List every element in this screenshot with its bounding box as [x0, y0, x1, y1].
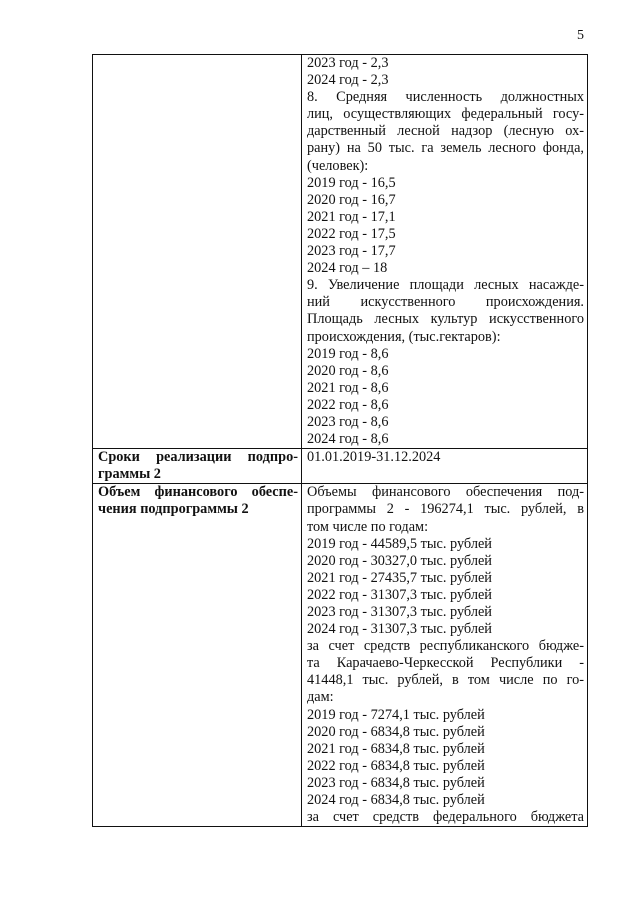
- text-line: 2020 год - 30327,0 тыс. рублей: [307, 552, 492, 569]
- text-line: 2023 год - 6834,8 тыс. рублей: [307, 774, 485, 791]
- text-line: за счет средств федерального бюджета: [307, 809, 584, 826]
- text-line: 2024 год - 8,6: [307, 431, 389, 448]
- text-line: 2023 год - 31307,3 тыс. рублей: [307, 604, 492, 620]
- text-line: лиц, осуществляющих федеральный госу-: [307, 106, 584, 123]
- text-line: том числе по годам:: [307, 518, 429, 535]
- table-row-implementation-period: [93, 449, 588, 484]
- text-line: 2022 год - 8,6: [307, 396, 389, 413]
- text-line: 2022 год - 31307,3 тыс. рублей: [307, 586, 492, 603]
- text-line: 41448,1 тыс. рублей, в том числе по го-: [307, 672, 584, 689]
- text-line: Площадь лесных культур искусственного: [307, 311, 584, 328]
- text-line: 2019 год - 16,5: [307, 174, 396, 191]
- text-line: 9. Увеличение площади лесных насажде-: [307, 277, 584, 294]
- text-line: рану) на 50 тыс. га земель лесного фонда,: [307, 140, 584, 157]
- text-line: 2024 год - 6834,8 тыс. рублей: [307, 792, 485, 809]
- text-line: 2022 год - 6834,8 тыс. рублей: [307, 757, 485, 774]
- text-line: 2021 год - 6834,8 тыс. рублей: [307, 740, 485, 757]
- text-line: 2024 год - 31307,3 тыс. рублей: [307, 621, 492, 638]
- text-line: 2020 год - 6834,8 тыс. рублей: [307, 723, 485, 740]
- text-line: программы 2 - 196274,1 тыс. рублей, в: [307, 501, 584, 518]
- row1-label-cell: [93, 55, 302, 449]
- text-line: 2019 год - 44589,5 тыс. рублей: [307, 535, 492, 552]
- text-line: Объемы финансового обеспечения под-: [307, 484, 584, 501]
- row2-value-cell: [302, 449, 588, 484]
- text-line: за счет средств республиканского бюдже-: [307, 638, 584, 655]
- row2-label-cell: Сроки реализации подпро-граммы 2: [93, 449, 302, 484]
- text-line: 2021 год - 27435,7 тыс. рублей: [307, 569, 492, 586]
- text-line: 2019 год - 7274,1 тыс. рублей: [307, 706, 485, 723]
- text-line: 2020 год - 16,7: [307, 191, 396, 208]
- page-number: 5: [577, 28, 584, 43]
- row1-value-cell: [302, 55, 588, 449]
- text-line: 2020 год - 8,6: [307, 362, 389, 379]
- table-row-financing-volume: [93, 484, 588, 827]
- text-line: 2022 год - 17,5: [307, 225, 396, 242]
- text-line: 2023 год - 17,7: [307, 243, 396, 260]
- text-line: (человек):: [307, 157, 369, 174]
- text-line: 2023 год - 2,3: [307, 55, 389, 71]
- text-line: происхождения, (тыс.гектаров):: [307, 328, 501, 345]
- text-line: 2024 год - 2,3: [307, 72, 389, 89]
- text-line: дарственный лесной надзор (лесную ох-: [307, 123, 584, 140]
- text-line: 2021 год - 17,1: [307, 208, 396, 225]
- text-line: 2021 год - 8,6: [307, 379, 389, 396]
- text-line: 2019 год - 8,6: [307, 345, 389, 362]
- text-line: дам:: [307, 689, 334, 706]
- text-line: та Карачаево-Черкесской Республики -: [307, 655, 584, 672]
- text-line: 01.01.2019-31.12.2024: [307, 449, 441, 466]
- text-line: ний искусственного происхождения.: [307, 294, 584, 311]
- passport-table: [92, 54, 588, 827]
- row3-value-cell: [302, 484, 588, 827]
- row3-label-cell: Объем финансового обеспе-чения подпрограммы 2: [93, 484, 302, 827]
- text-line: 2023 год - 8,6: [307, 413, 389, 430]
- text-line: 8. Средняя численность должностных: [307, 89, 584, 106]
- text-line: 2024 год – 18: [307, 260, 388, 277]
- table-row-indicators: [93, 55, 588, 449]
